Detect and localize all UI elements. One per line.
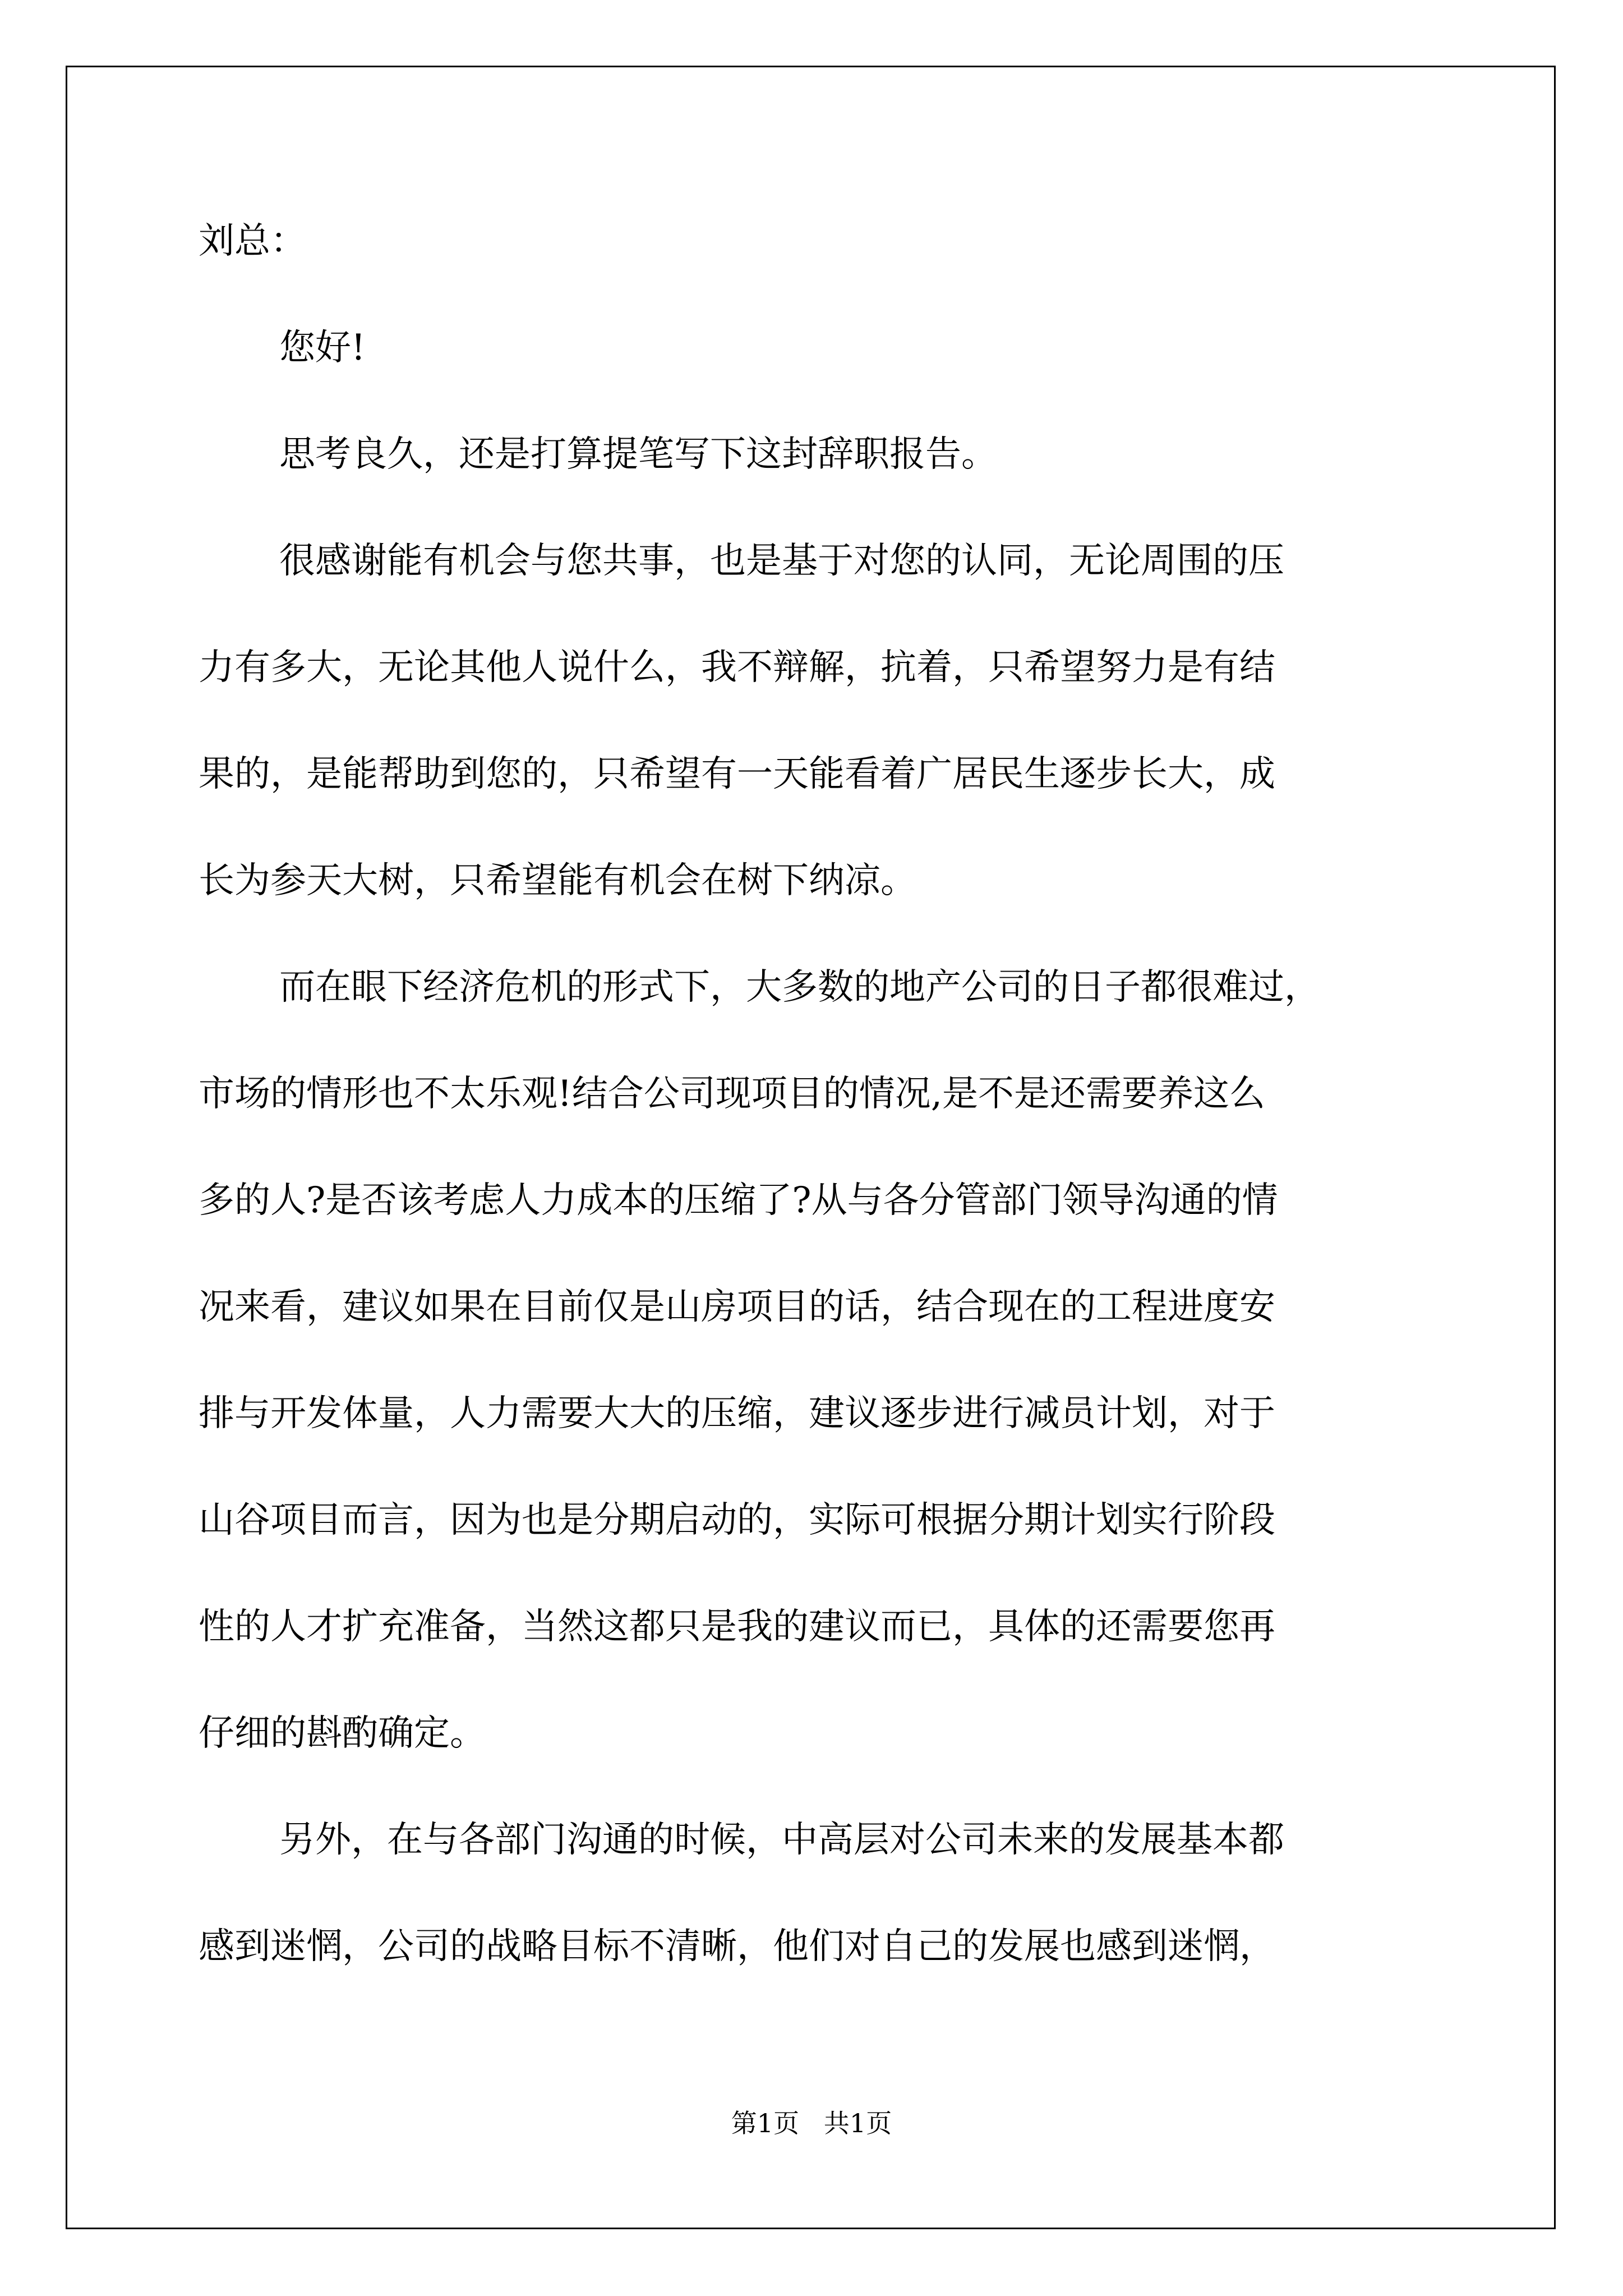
- body-line: 另外，在与各部门沟通的时候，中高层对公司未来的发展基本都: [279, 1819, 1284, 1861]
- salutation: 刘总：: [199, 220, 306, 262]
- body-line: 排与开发体量，人力需要大大的压缩，建议逐步进行减员计划，对于: [199, 1393, 1275, 1434]
- body-line: 多的人?是否该考虑人力成本的压缩了?从与各分管部门领导沟通的情: [199, 1180, 1278, 1221]
- page-number: 第1页 共1页: [731, 2108, 892, 2138]
- body-line: 仔细的斟酌确定。: [199, 1713, 486, 1754]
- body-line: 况来看，建议如果在目前仅是山房项目的话，结合现在的工程进度安: [199, 1286, 1275, 1328]
- body-line: 而在眼下经济危机的形式下，大多数的地产公司的日子都很难过，: [279, 967, 1320, 1008]
- body-line: 性的人才扩充准备，当然这都只是我的建议而已，具体的还需要您再: [199, 1606, 1275, 1648]
- body-line: 思考良久，还是打算提笔写下这封辞职报告。: [279, 434, 997, 475]
- body-line: 果的，是能帮助到您的，只希望有一天能看着广居民生逐步长大，成: [199, 753, 1275, 795]
- body-line: 很感谢能有机会与您共事，也是基于对您的认同，无论周围的压: [279, 540, 1284, 582]
- body-line: 山谷项目而言，因为也是分期启动的，实际可根据分期计划实行阶段: [199, 1499, 1275, 1541]
- greeting: 您好!: [279, 327, 366, 369]
- body-line: 市场的情形也不太乐观!结合公司现项目的情况,是不是还需要养这么: [199, 1073, 1266, 1115]
- page-border: [66, 66, 1556, 2229]
- body-line: 感到迷惘，公司的战略目标不清晰，他们对自己的发展也感到迷惘，: [199, 1926, 1275, 1967]
- body-line: 长为参天大树，只希望能有机会在树下纳凉。: [199, 860, 916, 901]
- body-line: 力有多大，无论其他人说什么，我不辩解，抗着，只希望努力是有结: [199, 647, 1275, 688]
